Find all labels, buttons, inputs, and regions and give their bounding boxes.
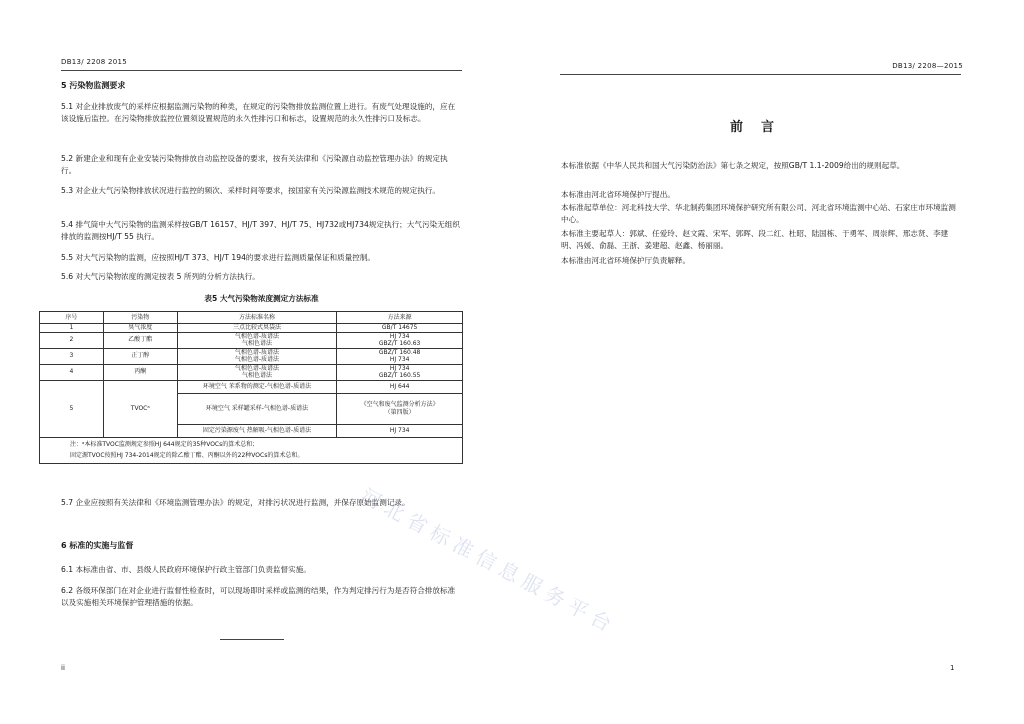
source-line: HJ 734 <box>389 364 410 372</box>
table-row <box>40 324 463 333</box>
method-standards-table <box>39 311 463 464</box>
paragraph-5-7: 5.7 企业应按照有关法律和《环境监测管理办法》的规定，对排污状况进行监测，并保存原始监测记录。 <box>61 498 410 507</box>
header-cell: 方法来源 <box>337 312 463 324</box>
paragraph-5-3: 5.3 对企业大气污染物排放状况进行监控的频次、采样时间等要求，按国家有关污染源监测技术规范的规定执行。 <box>61 186 440 195</box>
method-cell <box>177 348 337 364</box>
source-line: GBZ/T 160.63 <box>378 340 421 347</box>
section-5-heading: 5 污染物监测要求 <box>61 81 126 90</box>
method-cell <box>177 332 337 348</box>
header-rule <box>61 70 462 71</box>
source-cell: GB/T 14675 <box>337 324 463 333</box>
end-rule <box>220 639 284 640</box>
paragraph-5-1: 5.1 对企业排放废气的采样应根据监测污染物的种类，在规定的污染物排放监测位置上进行。有废气处理设施的，应在该设施后监控。在污染物排放监控位置须设置规范的永久性排污口和标志，设置规范的永久性排污口及标志。 <box>61 102 456 123</box>
table-row <box>40 364 463 380</box>
table-caption: 表5 大气污染物浓度测定方法标准 <box>204 294 319 303</box>
note-line: 注：ᵃ本标准TVOC监测规定参照HJ 644规定的35种VOCs的算术总和； <box>70 440 259 448</box>
method-line: 气相色谱-质谱法 <box>234 364 280 372</box>
method-line: 气相色谱法 <box>241 372 272 379</box>
foreword-paragraph: 本标准起草单位：河北科技大学、华北制药集团环境保护研究所有限公司、河北省环境监测中心站、石家庄市环境监测中心。 <box>561 203 956 224</box>
row-number: 2 <box>40 332 104 348</box>
method-line: 气相色谱法 <box>241 340 272 347</box>
method-cell: 环境空气 苯系物的测定-气相色谱-质谱法 <box>177 380 337 393</box>
paragraph-5-4: 5.4 排气筒中大气污染物的监测采样按GB/T 16157、HJ/T 397、HJ/T 75、HJ732或HJ734规定执行；大气污染无组织排放的监测按HJ/T 55 执行。 <box>61 220 460 241</box>
row-number: 5 <box>40 380 104 437</box>
paragraph-5-5: 5.5 对大气污染物的监测，应按照HJ/T 373、HJ/T 194的要求进行监测质量保证和质量控制。 <box>61 253 376 262</box>
page-number: ii <box>61 664 65 672</box>
pollutant-cell: 臭气浓度 <box>103 324 177 333</box>
source-line: GBZ/T 160.55 <box>378 372 421 379</box>
source-cell <box>337 393 463 424</box>
document-code: DB13/ 2208 2015 <box>61 58 128 66</box>
row-number: 3 <box>40 348 104 364</box>
method-cell: 环境空气 采样罐采样-气相色谱-质谱法 <box>177 393 337 424</box>
pollutant-cell: 乙酸丁酯 <box>103 332 177 348</box>
source-cell <box>337 332 463 348</box>
table-note-row <box>40 437 463 463</box>
source-line: HJ 734 <box>389 356 410 363</box>
table-header-row <box>40 312 463 324</box>
method-line: 气相色谱-质谱法 <box>234 332 280 340</box>
source-line: HJ 734 <box>389 332 410 340</box>
header-cell: 污染物 <box>103 312 177 324</box>
pollutant-cell: 正丁醇 <box>103 348 177 364</box>
foreword-paragraph: 本标准由河北省环境保护厅负责解释。 <box>561 256 691 265</box>
method-line: 气相色谱-质谱法 <box>234 356 280 363</box>
table-row <box>40 348 463 364</box>
header-rule <box>560 74 961 75</box>
header-cell: 方法标准名称 <box>177 312 337 324</box>
source-cell <box>337 364 463 380</box>
foreword-paragraph: 本标准由河北省环境保护厅提出。 <box>561 190 675 199</box>
source-line: 《空气和废气监测分析方法》 <box>360 401 439 408</box>
foreword-title: 前言 <box>730 120 793 135</box>
document-code: DB13/ 2208—2015 <box>892 62 963 70</box>
source-cell: HJ 644 <box>337 380 463 393</box>
table-note <box>40 437 463 463</box>
header-cell: 序号 <box>40 312 104 324</box>
row-number: 1 <box>40 324 104 333</box>
paragraph-5-2: 5.2 新建企业和现有企业安装污染物排放自动监控设备的要求，按有关法律和《污染源自动监控管理办法》的规定执行。 <box>61 154 448 175</box>
foreword-paragraph: 本标准依据《中华人民共和国大气污染防治法》第七条之规定，按照GB/T 1.1-2009给出的规则起草。 <box>561 161 905 170</box>
paragraph-6-1: 6.1 本标准由省、市、县级人民政府环境保护行政主管部门负责监督实施。 <box>61 565 311 574</box>
paragraph-5-6: 5.6 对大气污染物浓度的测定按表 5 所列的分析方法执行。 <box>61 272 260 281</box>
paragraph-6-2: 6.2 各级环保部门在对企业进行监督性检查时，可以现场即时采样或监测的结果，作为判定排污行为是否符合排放标准以及实施相关环境保护管理措施的依据。 <box>61 586 456 607</box>
row-number: 4 <box>40 364 104 380</box>
pollutant-cell: 丙酮 <box>103 364 177 380</box>
source-cell <box>337 348 463 364</box>
section-6-heading: 6 标准的实施与监督 <box>61 541 134 550</box>
method-cell: 固定污染源废气 热解吸-气相色谱-质谱法 <box>177 424 337 437</box>
source-line: GBZ/T 160.48 <box>378 348 421 356</box>
note-line: 固定源TVOC按照HJ 734-2014规定的除乙酸丁酯、丙酮以外的22种VOCs的算术总和。 <box>70 451 304 459</box>
table-row <box>40 332 463 348</box>
watermark: 河北省标准信息服务平台 <box>356 483 621 639</box>
table-row <box>40 380 463 393</box>
method-cell: 三点比较式臭袋法 <box>177 324 337 333</box>
method-cell <box>177 364 337 380</box>
page-number: 1 <box>950 664 955 672</box>
foreword-paragraph: 本标准主要起草人：郭斌、任爱玲、赵文霞、宋军、郭晖、段二红、杜昭、陆国栋、于勇军、周崇辉、邢志贤、李建明、冯媛、俞磊、王浙、姜建超、赵鑫、杨丽丽。 <box>561 229 949 250</box>
method-line: 气相色谱-质谱法 <box>234 348 280 356</box>
source-cell: HJ 734 <box>337 424 463 437</box>
pollutant-cell: TVOCᵃ <box>103 380 177 437</box>
source-line: （第四版） <box>384 408 415 416</box>
